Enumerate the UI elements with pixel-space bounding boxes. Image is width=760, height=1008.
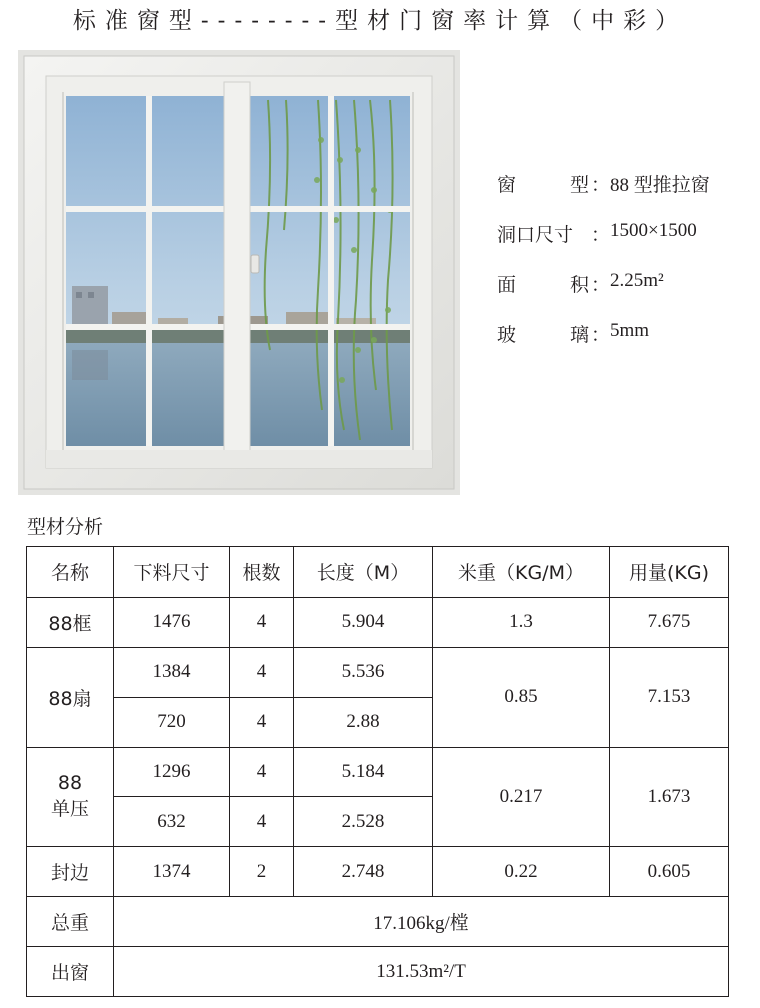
table-row — [27, 747, 729, 797]
spec-glass: 玻 璃 ： 5mm — [497, 320, 650, 346]
spec-area: 面 积 ： 2.25m² — [497, 270, 664, 296]
table-row — [27, 597, 729, 647]
weight-per-meter: 0.85 — [433, 647, 610, 747]
length: 2.748 — [294, 847, 433, 897]
usage: 7.675 — [610, 597, 729, 647]
spec-label: 窗 型 — [497, 174, 589, 196]
header-cell: 根数 — [230, 547, 294, 598]
material-name: 封边 — [27, 847, 114, 897]
spec-value: 2.25m² — [610, 270, 664, 291]
spec-label: 玻 璃 — [497, 324, 589, 346]
material-name: 88扇 — [27, 647, 114, 747]
table-row — [27, 647, 729, 697]
usage: 0.605 — [610, 847, 729, 897]
cut-size: 1296 — [114, 747, 230, 797]
header-cell: 用量(KG) — [610, 547, 729, 598]
profile-table — [26, 546, 729, 997]
usage: 7.153 — [610, 647, 729, 747]
total-value: 17.106kg/樘 — [114, 897, 729, 947]
weight-per-meter: 1.3 — [433, 597, 610, 647]
cut-size: 1374 — [114, 847, 230, 897]
table-row — [27, 847, 729, 897]
usage: 1.673 — [610, 747, 729, 847]
spec-value: 1500×1500 — [610, 220, 697, 241]
piece-count: 4 — [230, 647, 294, 697]
spec-value: 88 型推拉窗 — [610, 175, 710, 196]
header-cell: 长度（M） — [294, 547, 433, 598]
spec-opening-size: 洞口尺寸 ： 1500×1500 — [497, 220, 697, 246]
window-specs — [497, 170, 759, 370]
header-cell: 名称 — [27, 547, 114, 598]
piece-count: 2 — [230, 847, 294, 897]
cut-size: 720 — [114, 697, 230, 747]
output-label: 出窗 — [27, 947, 114, 997]
output-value: 131.53m²/T — [114, 947, 729, 997]
piece-count: 4 — [230, 747, 294, 797]
material-name: 88 单压 — [27, 747, 114, 847]
piece-count: 4 — [230, 597, 294, 647]
header-cell: 下料尺寸 — [114, 547, 230, 598]
weight-per-meter: 0.22 — [433, 847, 610, 897]
piece-count: 4 — [230, 797, 294, 847]
length: 5.536 — [294, 647, 433, 697]
spec-window-type: 窗 型 ： 88 型推拉窗 — [497, 170, 759, 220]
total-row — [27, 897, 729, 947]
cut-size: 1384 — [114, 647, 230, 697]
section-title: 型材分析 — [27, 516, 104, 538]
length: 5.904 — [294, 597, 433, 647]
table-header — [27, 547, 729, 598]
output-row — [27, 947, 729, 997]
spec-value: 5mm — [610, 320, 650, 341]
weight-per-meter: 0.217 — [433, 747, 610, 847]
window-photo — [18, 50, 460, 495]
spec-label: 洞口尺寸 — [497, 224, 574, 246]
total-label: 总重 — [27, 897, 114, 947]
length: 5.184 — [294, 747, 433, 797]
piece-count: 4 — [230, 697, 294, 747]
header-cell: 米重（KG/M） — [433, 547, 610, 598]
spec-label: 面 积 — [497, 274, 589, 296]
cut-size: 1476 — [114, 597, 230, 647]
material-name: 88框 — [27, 597, 114, 647]
length: 2.528 — [294, 797, 433, 847]
length: 2.88 — [294, 697, 433, 747]
cut-size: 632 — [114, 797, 230, 847]
page-title: 标准窗型--------型材门窗率计算（中彩） — [72, 8, 688, 34]
